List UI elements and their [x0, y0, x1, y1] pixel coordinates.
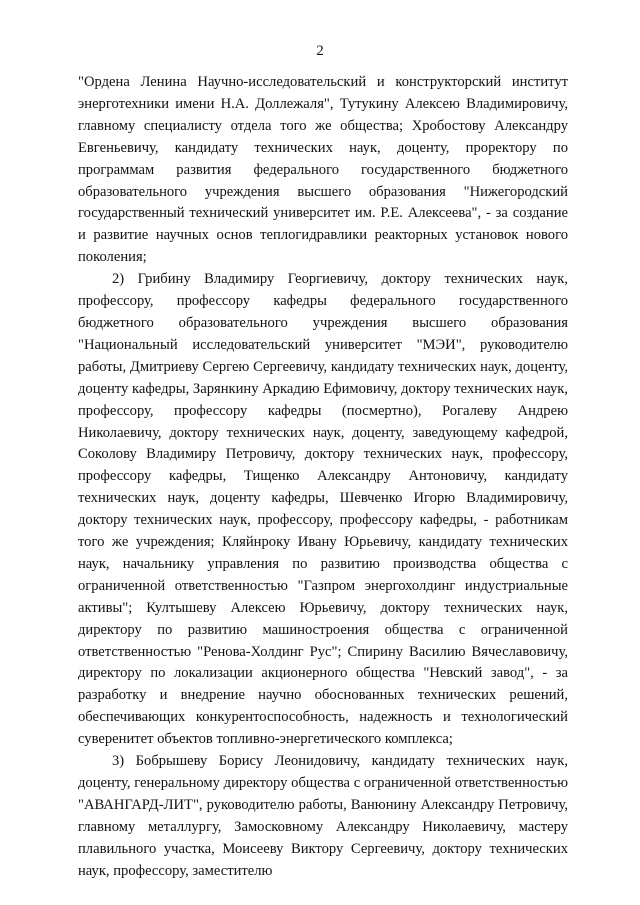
- document-body: [78, 72, 568, 883]
- paragraph-continued: "Ордена Ленина Научно-исследовательский и конструкторский институт энерготехники имени Н.А. Доллежаля", Тутукину Алексею Владимировичу, главному специалисту отдела того же общества; Хробостову Александру Евгеньевичу, кандидату технических наук, доценту, проректору по программам развития федерального государственного бюджетного образовательного учреждения высшего образования "Нижегородский государственный технический университет им. Р.Е. Алексеева", - за создание и развитие научных основ теплогидравлики реакторных установок нового поколения;: [78, 74, 568, 266]
- page-number: 2: [316, 43, 324, 59]
- paragraph-item-2: 2) Грибину Владимиру Георгиевичу, доктору технических наук, профессору, профессору кафедры федерального государственного бюджетного образовательного учреждения высшего образования "Национальный исследовательский университет "МЭИ", руководителю работы, Дмитриеву Сергею Сергеевичу, кандидату технических наук, доценту, доценту кафедры, Зарянкину Аркадию Ефимовичу, доктору технических наук, профессору, профессору кафедры (посмертно), Рогалеву Андрею Николаевичу, доктору технических наук, доценту, заведующему кафедрой, Соколову Владимиру Петровичу, доктору технических наук, профессору, профессору кафедры, Тищенко Александру Антоновичу, кандидату технических наук, доценту кафедры, Шевченко Игорю Владимировичу, доктору технических наук, профессору, профессору кафедры, - работникам того же учреждения; Кляйнроку Ивану Юрьевичу, кандидату технических наук, начальнику управления по развитию производства общества с ограниченной ответственностью "Газпром энергохолдинг индустриальные активы"; Култышеву Алексею Юрьевичу, доктору технических наук, директору по развитию машиностроения общества с ограниченной ответственностью "Ренова-Холдинг Рус"; Спирину Василию Вячеславовичу, директору по локализации акционерного общества "Невский завод", - за разработку и внедрение научно обоснованных технических решений, обеспечивающих конкурентоспособность, надежность и технологический суверенитет объектов топливно-энергетического комплекса;: [78, 271, 568, 748]
- paragraph-item-3: 3) Бобрышеву Борису Леонидовичу, кандидату технических наук, доценту, генеральному директору общества с ограниченной ответственностью "АВАНГАРД-ЛИТ", руководителю работы, Ванюнину Александру Петровичу, главному металлургу, Замосковному Александру Николаевичу, мастеру плавильного участка, Моисееву Виктору Сергеевичу, доктору технических наук, профессору, заместителю: [78, 753, 568, 879]
